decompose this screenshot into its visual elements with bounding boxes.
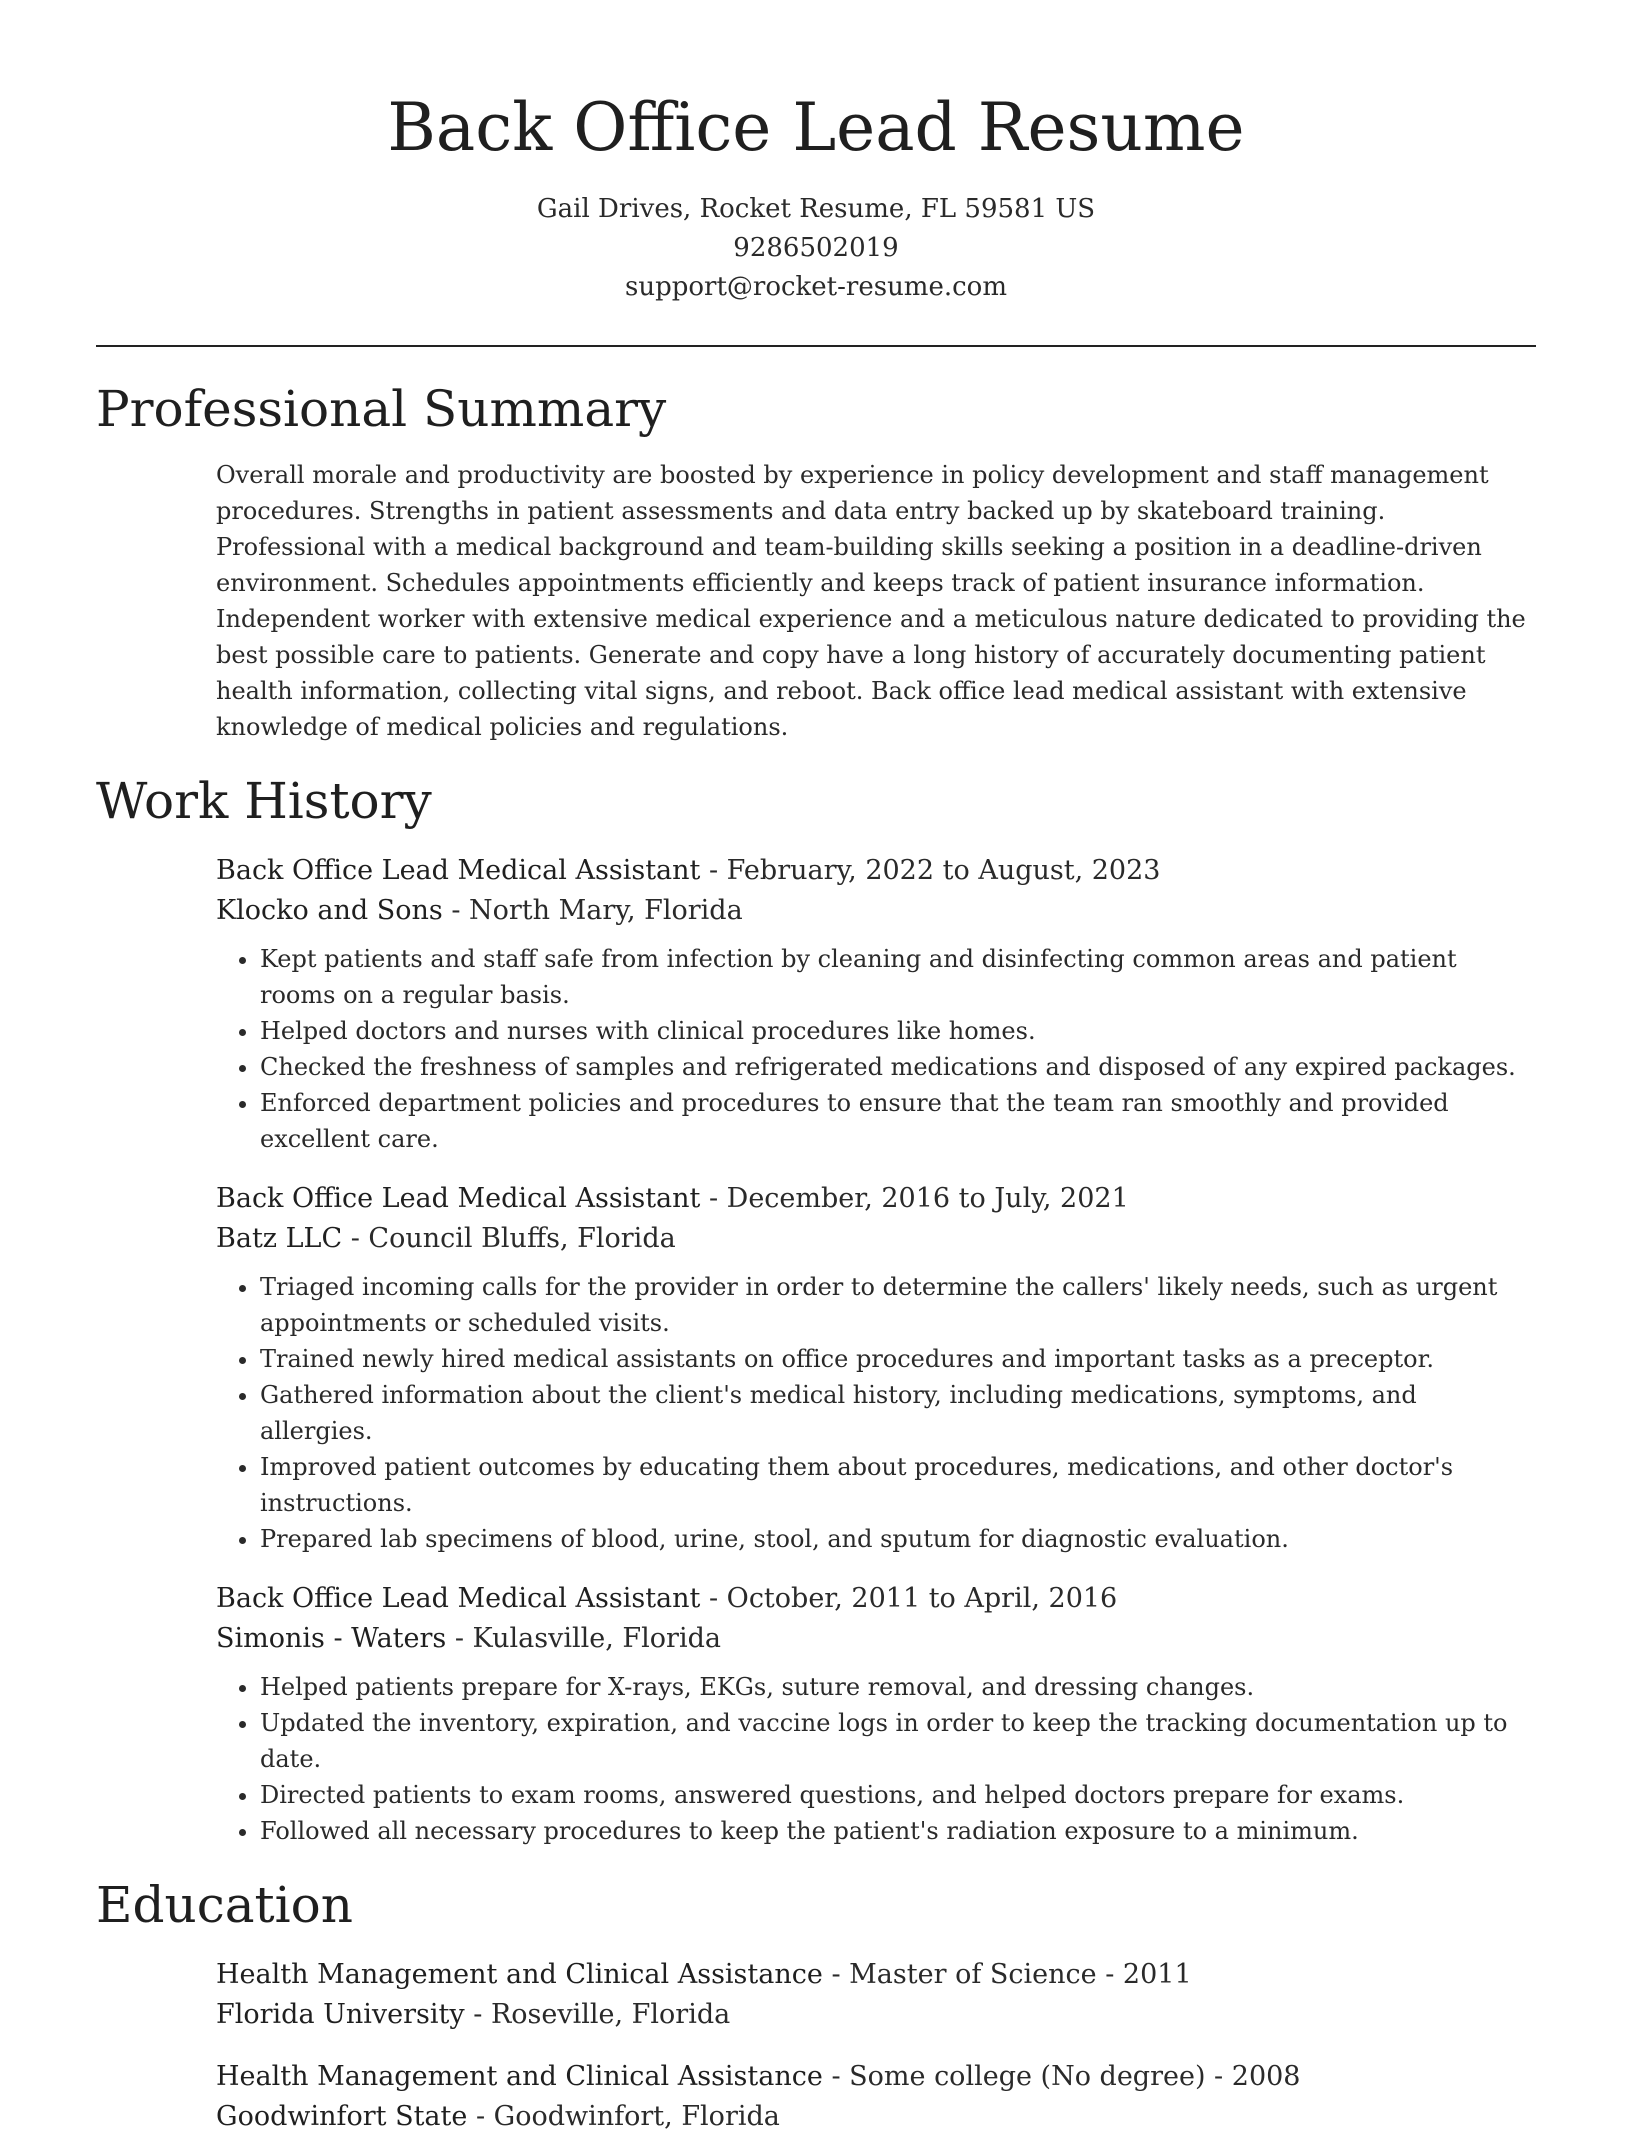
education-school-line: [216, 2097, 1536, 2137]
job-dates: - October, 2011 to April, 2016: [700, 1583, 1118, 1614]
contact-email: support@rocket-resume.com: [624, 272, 1007, 302]
job-bullets: [216, 1669, 1536, 1849]
education-entry: [216, 2057, 1536, 2137]
job-bullet: • Triaged incoming calls for the provider in order to determine the callers' likely needs, such as urgent appointments or scheduled visits.: [260, 1269, 1536, 1341]
job-company: Simonis - Waters: [216, 1623, 447, 1654]
job-entry: [216, 1179, 1536, 1557]
work-history-section: [216, 851, 1536, 1849]
job-location: - North Mary, Florida: [442, 895, 743, 926]
education-degree: - Some college (No degree) - 2008: [822, 2061, 1301, 2092]
education-location: - Roseville, Florida: [464, 1999, 731, 2030]
job-title-line: [216, 1179, 1536, 1219]
job-entry: [216, 1579, 1536, 1849]
summary-section: [216, 457, 1536, 745]
education-degree-line: [216, 2057, 1536, 2097]
resume-title: Back Office Lead Resume: [387, 89, 1245, 166]
job-title-line: [216, 1579, 1536, 1619]
job-bullets: [216, 1269, 1536, 1557]
job-title: Back Office Lead Medical Assistant: [216, 855, 701, 886]
education-entry: [216, 1955, 1536, 2035]
education-heading: Education: [96, 1876, 353, 1934]
job-bullet: • Enforced department policies and procedures to ensure that the team ran smoothly and provided excellent care.: [260, 1085, 1536, 1157]
job-dates: - February, 2022 to August, 2023: [700, 855, 1161, 886]
job-company-line: [216, 1219, 1536, 1259]
job-company-line: [216, 1619, 1536, 1659]
job-title-line: [216, 851, 1536, 891]
job-bullet: • Updated the inventory, expiration, and vaccine logs in order to keep the tracking documentation up to date.: [260, 1705, 1536, 1777]
education-school: Goodwinfort State: [216, 2101, 468, 2132]
contact-address: Gail Drives, Rocket Resume, FL 59581 US: [536, 194, 1096, 224]
job-bullet: • Checked the freshness of samples and refrigerated medications and disposed of any expired packages.: [260, 1049, 1536, 1085]
job-company: Batz LLC: [216, 1223, 343, 1254]
summary-text: Overall morale and productivity are boosted by experience in policy development and staff management procedures. Strengths in patient assessments and data entry backed up by skateboard training. Professional with a medical background and team-building skills seeking a position in a deadline-driven environment. Schedules appointments efficiently and keeps track of patient insurance information. Independent worker with extensive medical experience and a meticulous nature dedicated to providing the best possible care to patients. Generate and copy have a long history of accurately documenting patient health information, collecting vital signs, and reboot. Back office lead medical assistant with extensive knowledge of medical policies and regulations.: [216, 461, 1526, 741]
job-bullet: • Directed patients to exam rooms, answered questions, and helped doctors prepare for exams.: [260, 1777, 1536, 1813]
job-company-line: [216, 891, 1536, 931]
job-dates: - December, 2016 to July, 2021: [700, 1183, 1129, 1214]
job-bullet: • Helped doctors and nurses with clinical procedures like homes.: [260, 1013, 1536, 1049]
education-school-line: [216, 1995, 1536, 2035]
job-title: Back Office Lead Medical Assistant: [216, 1583, 701, 1614]
education-field: Health Management and Clinical Assistance: [216, 2061, 823, 2092]
resume-header: [96, 0, 1536, 307]
job-bullets: [216, 941, 1536, 1157]
education-location: - Goodwinfort, Florida: [467, 2101, 780, 2132]
resume-page: [96, 0, 1536, 2137]
job-bullet: • Trained newly hired medical assistants on office procedures and important tasks as a preceptor.: [260, 1341, 1536, 1377]
work-history-heading: Work History: [96, 772, 432, 830]
contact-phone: 9286502019: [733, 233, 899, 263]
job-location: - Council Bluffs, Florida: [342, 1223, 676, 1254]
job-location: - Kulasville, Florida: [446, 1623, 721, 1654]
job-bullet: • Improved patient outcomes by educating them about procedures, medications, and other doctor's instructions.: [260, 1449, 1536, 1521]
job-bullet: • Prepared lab specimens of blood, urine, stool, and sputum for diagnostic evaluation.: [260, 1521, 1536, 1557]
job-bullet: • Kept patients and staff safe from infection by cleaning and disinfecting common areas and patient rooms on a regular basis.: [260, 941, 1536, 1013]
job-bullet: • Gathered information about the client's medical history, including medications, symptoms, and allergies.: [260, 1377, 1536, 1449]
summary-heading: Professional Summary: [96, 380, 667, 438]
education-degree: - Master of Science - 2011: [822, 1959, 1192, 1990]
job-entry: [216, 851, 1536, 1157]
education-school: Florida University: [216, 1999, 465, 2030]
header-divider: [96, 345, 1536, 347]
job-company: Klocko and Sons: [216, 895, 443, 926]
job-bullet: • Followed all necessary procedures to keep the patient's radiation exposure to a minimum.: [260, 1813, 1536, 1849]
education-field: Health Management and Clinical Assistance: [216, 1959, 823, 1990]
job-bullet: • Helped patients prepare for X-rays, EKGs, suture removal, and dressing changes.: [260, 1669, 1536, 1705]
education-section: [216, 1955, 1536, 2137]
job-title: Back Office Lead Medical Assistant: [216, 1183, 701, 1214]
education-degree-line: [216, 1955, 1536, 1995]
